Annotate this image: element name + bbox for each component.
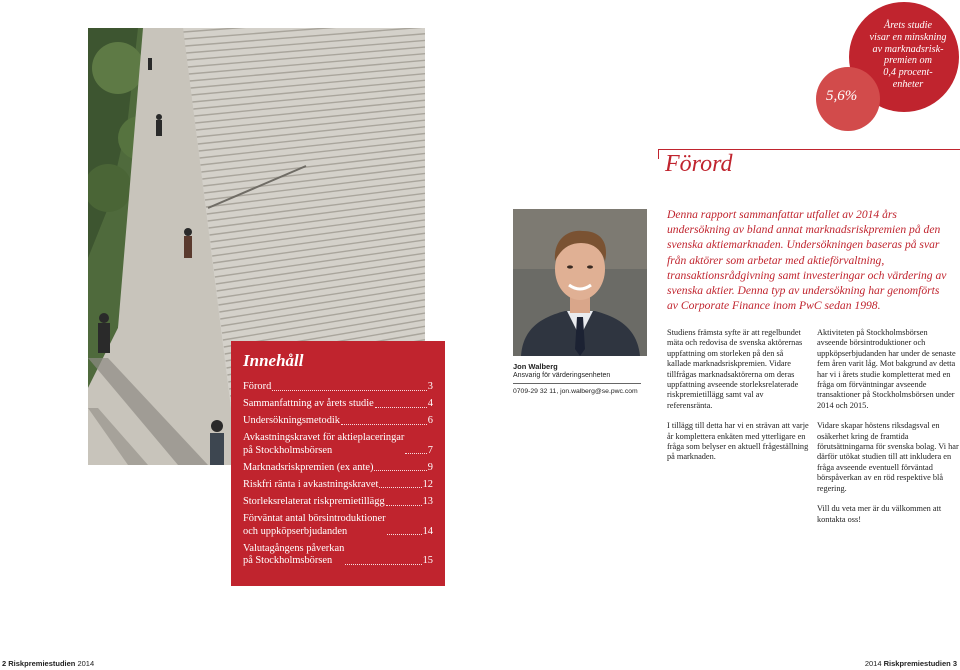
toc-leader-dots [387,534,422,535]
heading-rule-tick [658,149,659,159]
toc-entry-title: Sammanfattning av årets studie [243,398,374,410]
footer-left [2,659,94,668]
toc-entry[interactable] [243,432,433,457]
toc-entry-title: Storleksrelaterat riskpremietillägg [243,496,385,508]
body-column-1 [667,328,809,473]
toc-entry-page: 3 [427,381,433,392]
toc-leader-dots [379,487,421,488]
toc-entry[interactable] [243,398,433,411]
toc-entry-title: Valutagångens påverkan på Stockholmsbörsen [243,542,345,567]
toc-entry-title: Undersökningsmetodik [243,415,340,427]
toc-entry-page: 4 [427,398,433,410]
toc-leader-dots [272,390,427,391]
footer-title: Riskpremiestudien [883,659,951,668]
toc-entry[interactable] [243,415,433,428]
toc-list [243,381,433,572]
intro-text: Denna rapport sammanfattar utfallet av 2014 års undersökning av bland annat marknadsriskpremien på den svenska aktiemarknaden. Undersökningen baseras på svar från aktörer som arbetar med aktieförvaltning, transaktionsrådgivning samt investeringar och värdering av svenska aktier. Denna typ av undersökning har genomförts av Corporate Finance inom PwC sedan 1998. [667,208,947,313]
toc-leader-dots [405,453,426,454]
toc-leader-dots [374,470,426,471]
portrait-photo [513,209,647,356]
footer-right [865,659,957,668]
toc-entry-page: 6 [427,415,433,427]
toc-entry-page: 12 [422,478,433,490]
toc-entry-title: Marknadsriskpremien (ex ante) [243,461,374,473]
body-column-2 [817,328,959,535]
footer-page-number: 3 [952,659,957,668]
toc-title: Innehåll [243,351,304,370]
body-paragraph: Vidare skapar höstens riksdagsval en osäkerhet kring de framtida förutsättningarna för svenska bolag. Vi har därför utökat studien till att inkludera en fråga avseende eventuell förväntad börspåverkan av en röd respektive blå regering. [817,421,959,493]
toc-entry-page: 13 [422,496,433,508]
contact-name: Jon Walberg [513,362,558,371]
stat-value: 5,6% [826,88,858,104]
footer-year: 2014 [77,659,95,668]
toc-entry[interactable] [243,462,433,475]
toc-entry-page: 9 [427,461,433,473]
toc-entry-title: Avkastningskravet för aktieplaceringar på Stockholmsbörsen [243,432,405,456]
body-paragraph: Studiens främsta syfte är att regelbundet mäta och redovisa de svenska aktörernas uppfattning om storleken på den så kallade marknadsriskpremien. Vidare tillfrågas marknadsaktörerna om deras uppfattning avseende storleksrelaterade riskpremietillägg samt val av referensränta. [667,328,803,410]
toc-leader-dots [341,424,427,425]
toc-entry[interactable] [243,479,433,492]
toc-entry[interactable] [243,513,433,538]
toc-entry-title: Förväntat antal börsintroduktioner och uppköpserbjudanden [243,513,386,537]
body-paragraph: Aktiviteten på Stockholmsbörsen avseende börsintroduktioner och uppköpserbjudanden har under de senaste fem åren varit låg. Mot bakgrund av detta har vi i årets studie kompletterat med en fråga om förväntningar avseende transaktioner på Stockholmsbörsen under 2014 och 2015. [817,328,956,410]
table-of-contents [231,341,445,586]
toc-entry-page: 14 [422,525,433,537]
toc-entry[interactable] [243,381,433,394]
toc-entry-page: 7 [427,444,433,456]
body-paragraph: Vill du veta mer är du välkommen att kontakta oss! [817,504,942,524]
toc-entry[interactable] [243,543,433,568]
toc-leader-dots [375,407,427,408]
contact-divider [513,383,641,384]
footer-title: Riskpremiestudien [8,659,76,668]
toc-leader-dots [386,505,422,506]
heading-rule [658,149,960,150]
toc-leader-dots [345,564,421,565]
footer-page-number: 2 [2,659,7,668]
page-title: Förord [665,151,733,177]
contact-phone-email: 0709-29 32 11, jon.walberg@se.pwc.com [513,388,638,395]
body-paragraph: I tillägg till detta har vi en strävan att varje år komplettera enkäten med ytterligare en fråga som belyser en aktuell frågeställning på marknaden. [667,421,809,462]
footer-year: 2014 [864,659,882,668]
stat-description: Årets studie visar en minskning av marknadsrisk- premien om 0,4 procent- enheter [869,20,947,90]
toc-entry-title: Riskfri ränta i avkastningskravet [243,478,379,490]
toc-entry[interactable] [243,496,433,509]
contact-role: Ansvarig för värderingsenheten [513,372,611,379]
contact-card [513,362,653,396]
toc-entry-page: 15 [422,555,433,567]
toc-entry-title: Förord [243,381,272,392]
